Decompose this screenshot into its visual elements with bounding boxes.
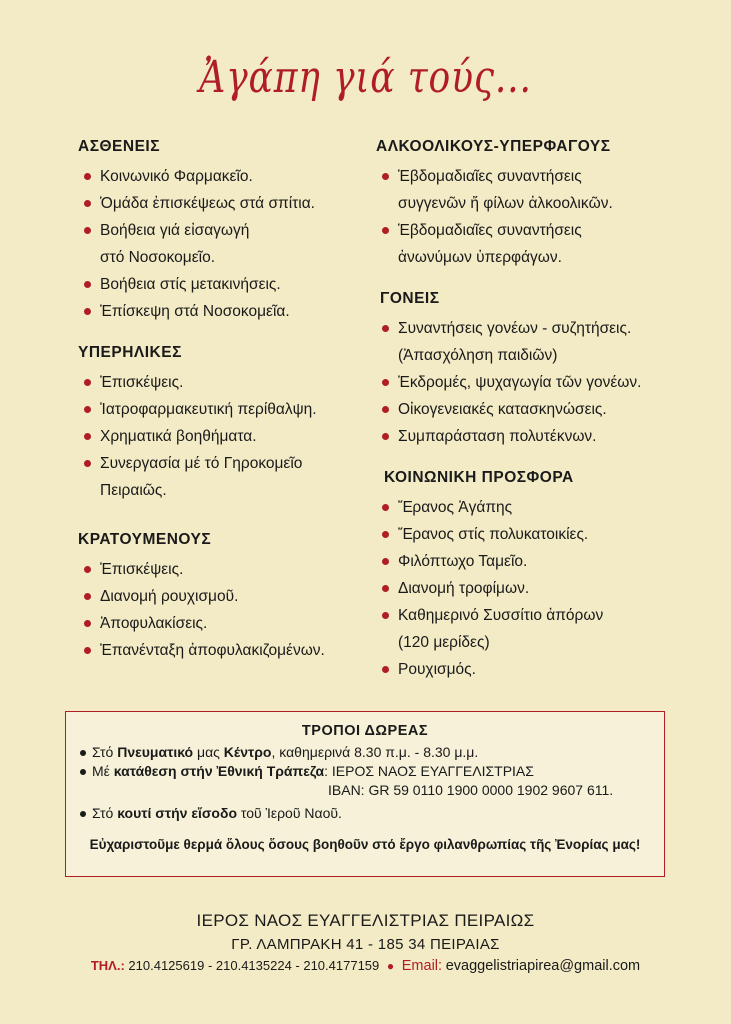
separator-dot: ● — [386, 959, 395, 973]
section-astheneis — [78, 137, 368, 325]
list-item: Ἰατροφαρμακευτική περίθαλψη. — [78, 396, 368, 423]
iban: IBAN: GR 59 0110 1900 0000 1902 9607 611. — [328, 782, 614, 798]
list-item: Ἐκδρομές, ψυχαγωγία τῶν γονέων. — [376, 369, 696, 396]
text: , καθημερινά 8.30 π.μ. - 8.30 μ.μ. — [271, 744, 479, 760]
page-title: Ἀγάπη γιά τούς... — [199, 52, 532, 103]
text-bold: Κέντρο — [223, 744, 272, 760]
thanks-message: Εὐχαριστοῦμε θερμά ὅλους ὅσους βοηθοῦν στό ἔργο φιλανθρωπίας τῆς Ἐνορίας μας! — [89, 837, 641, 852]
list-item: Ρουχισμός. — [376, 656, 696, 683]
list-item: Ἐπισκέψεις. — [78, 369, 368, 396]
list-item: Διανομή τροφίμων. — [376, 575, 696, 602]
donation-item — [82, 804, 664, 823]
list-item: Ἐπίσκεψη στά Νοσοκομεῖα. — [78, 298, 368, 325]
list-item: Ἑβδομαδιαῖες συναντήσεις ἀνωνύμων ὑπερφάγων. — [376, 217, 696, 271]
list-item: Καθημερινό Συσσίτιο ἀπόρων (120 μερίδες) — [376, 602, 696, 656]
section-title: ΚΡΑΤΟΥΜΕΝΟΥΣ — [78, 531, 212, 548]
list-item: Ἔρανος στίς πολυκατοικίες. — [376, 521, 696, 548]
right-column — [376, 137, 696, 701]
donation-item — [82, 743, 664, 762]
contact-line — [0, 958, 731, 974]
text: : ΙΕΡΟΣ ΝΑΟΣ ΕΥΑΓΓΕΛΙΣΤΡΙΑΣ — [324, 763, 534, 779]
list-item: Διανομή ρουχισμοῦ. — [78, 583, 368, 610]
list-item: Ἀποφυλακίσεις. — [78, 610, 368, 637]
list-item: Ὁμάδα ἐπισκέψεως στά σπίτια. — [78, 190, 368, 217]
list-item: Ἐπανένταξη ἀποφυλακιζομένων. — [78, 637, 368, 664]
donation-box — [65, 711, 665, 877]
section-title: ΥΠΕΡΗΛΙΚΕΣ — [78, 344, 182, 361]
section-goneis — [376, 289, 696, 450]
phone-numbers: 210.4125619 - 210.4135224 - 210.4177159 — [128, 958, 380, 973]
list-item: Συμπαράσταση πολυτέκνων. — [376, 423, 696, 450]
text-bold: Πνευματικό — [117, 744, 194, 760]
text: τοῦ Ἱεροῦ Ναοῦ. — [237, 805, 342, 821]
list-item: Συνεργασία μέ τό Γηροκομεῖο Πειραιῶς. — [78, 450, 368, 504]
list-item: Βοήθεια στίς μετακινήσεις. — [78, 271, 368, 298]
list-item: Βοήθεια γιά εἰσαγωγή στό Νοσοκομεῖο. — [78, 217, 368, 271]
text-bold: κατάθεση στήν Ἐθνική Τράπεζα — [113, 763, 325, 779]
church-address: ΓΡ. ΛΑΜΠΡΑΚΗ 41 - 185 34 ΠΕΙΡΑΙΑΣ — [231, 936, 500, 953]
email-link[interactable]: evaggelistriapirea@gmail.com — [445, 958, 641, 974]
list-item: Οἰκογενειακές κατασκηνώσεις. — [376, 396, 696, 423]
list-item: Χρηματικά βοηθήματα. — [78, 423, 368, 450]
section-kratoumenous — [78, 530, 368, 664]
section-title: ΑΣΘΕΝΕΙΣ — [78, 138, 161, 155]
email-label: Email: — [401, 958, 443, 974]
section-alkoolikous — [376, 137, 696, 271]
section-title: ΑΛΚΟΟΛΙΚΟΥΣ-ΥΠΕΡΦΑΓΟΥΣ — [376, 138, 611, 155]
list-item: Κοινωνικό Φαρμακεῖο. — [78, 163, 368, 190]
section-yperilikes — [78, 343, 368, 504]
section-title: ΓΟΝΕΙΣ — [380, 290, 440, 307]
list-item: Ἑβδομαδιαῖες συναντήσεις συγγενῶν ἤ φίλων ἀλκοολικῶν. — [376, 163, 696, 217]
church-name: ΙΕΡΟΣ ΝΑΟΣ ΕΥΑΓΓΕΛΙΣΤΡΙΑΣ ΠΕΙΡΑΙΩΣ — [196, 911, 535, 930]
list-item: Φιλόπτωχο Ταμεῖο. — [376, 548, 696, 575]
list-item: Ἐπισκέψεις. — [78, 556, 368, 583]
list-item: Ἔρανος Ἀγάπης — [376, 494, 696, 521]
phone-label: ΤΗΛ.: — [90, 958, 125, 973]
section-koinoniki-prosfora — [376, 468, 696, 683]
donation-item — [82, 762, 664, 781]
left-column — [78, 137, 368, 682]
text: Στό — [92, 744, 118, 760]
list-item: Συναντήσεις γονέων - συζητήσεις. (Ἀπασχόληση παιδιῶν) — [376, 315, 696, 369]
text: μας — [193, 744, 224, 760]
donation-title: ΤΡΟΠΟΙ ΔΩΡΕΑΣ — [301, 723, 429, 739]
text-bold: κουτί στήν εἴσοδο — [117, 805, 238, 821]
section-title: ΚΟΙΝΩΝΙΚΗ ΠΡΟΣΦΟΡΑ — [384, 469, 574, 486]
text: Μέ — [92, 763, 114, 779]
text: Στό — [92, 805, 118, 821]
